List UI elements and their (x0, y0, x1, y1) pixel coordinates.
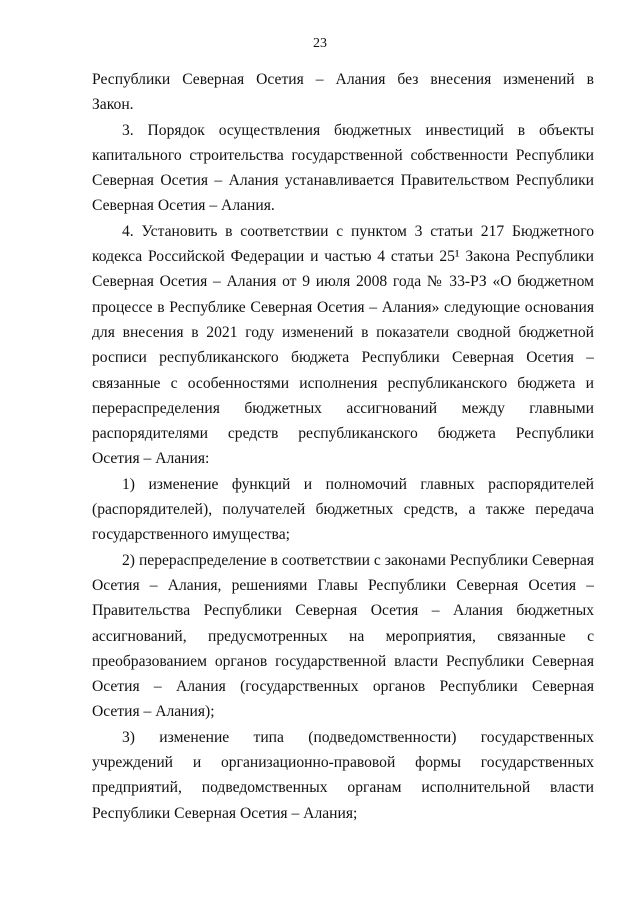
text-line: Северная Осетия – Алания от 9 июля 2008 года № 33-РЗ «О бюджетном (92, 273, 594, 291)
paragraph (92, 67, 594, 118)
paragraph (92, 472, 594, 548)
paragraph (92, 548, 594, 725)
text-line: 4. Установить в соответствии с пунктом 3 статьи 217 Бюджетного (122, 222, 594, 240)
text-line: для внесения в 2021 году изменений в показатели сводной бюджетной (92, 323, 594, 341)
text-line: росписи республиканского бюджета Республики Северная Осетия – (92, 349, 594, 367)
text-line: (распорядителей), получателей бюджетных средств, а также передача (92, 501, 594, 519)
text-line: Северная Осетия – Алания устанавливается Правительством Республики (92, 172, 594, 190)
text-line: Осетия – Алания); (92, 703, 215, 721)
paragraph (92, 219, 594, 472)
text-line: Республики Северная Осетия – Алания без внесения изменений в (92, 71, 594, 88)
text-line: 3) изменение типа (подведомственности) государственных (122, 728, 594, 746)
text-line: государственного имущества; (92, 526, 290, 544)
paragraph (92, 118, 594, 219)
text-line: Правительства Республики Северная Осетия – Алания бюджетных (92, 602, 594, 620)
text-line: связанные с особенностями исполнения республиканского бюджета и (92, 374, 594, 392)
text-line: кодекса Российской Федерации и частью 4 статьи 25¹ Закона Республики (92, 248, 594, 266)
text-line: Республики Северная Осетия – Алания; (92, 804, 358, 822)
text-line: Осетия – Алания: (92, 450, 210, 468)
text-line: Закон. (92, 96, 134, 114)
text-line: преобразованием органов государственной власти Республики Северная (92, 652, 594, 670)
text-line: предприятий, подведомственных органам исполнительной власти (92, 779, 594, 797)
text-line: 2) перераспределение в соответствии с законами Республики Северная (122, 551, 594, 569)
document-body (92, 67, 594, 826)
text-line: учреждений и организационно-правовой формы государственных (92, 754, 594, 772)
text-line: перераспределения бюджетных ассигнований между главными (92, 399, 594, 417)
text-line: Осетия – Алания, решениями Главы Республики Северная Осетия – (92, 576, 594, 594)
text-line: ассигнований, предусмотренных на мероприятия, связанные с (92, 627, 594, 645)
text-line: распорядителями средств республиканского бюджета Республики (92, 425, 594, 443)
text-line: 1) изменение функций и полномочий главных распорядителей (122, 475, 594, 493)
text-line: 3. Порядок осуществления бюджетных инвестиций в объекты (122, 121, 594, 139)
page-number: 23 (313, 36, 327, 51)
text-line: Северная Осетия – Алания. (92, 197, 275, 215)
text-line: процессе в Республике Северная Осетия – Алания» следующие основания (92, 298, 594, 316)
text-line: капитального строительства государственной собственности Республики (92, 146, 594, 164)
text-line: Осетия – Алания (государственных органов Республики Северная (92, 678, 594, 696)
paragraph (92, 725, 594, 826)
